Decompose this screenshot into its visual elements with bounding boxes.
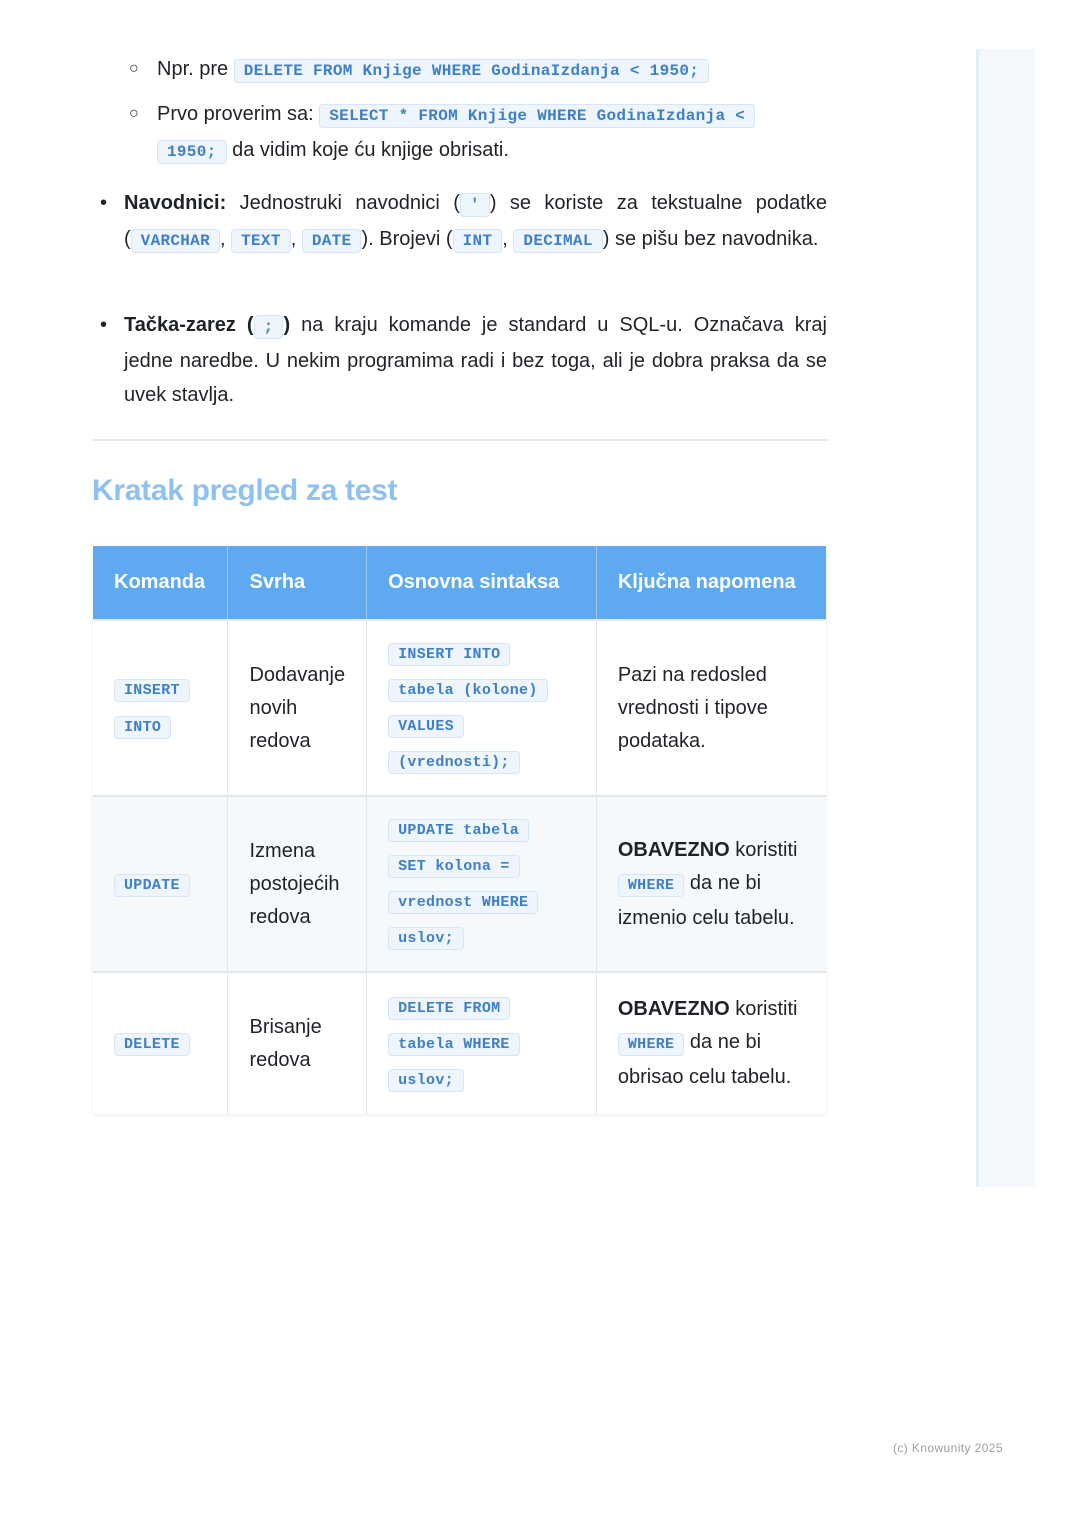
syntax-code: (vrednosti);: [388, 751, 520, 774]
command-cell: [93, 620, 228, 796]
column-header: Ključna napomena: [596, 546, 826, 620]
purpose-cell: Brisanje redova: [228, 972, 367, 1114]
syntax-code: SET kolona =: [388, 855, 520, 878]
syntax-cell: [367, 796, 597, 972]
inline-code: ;: [254, 315, 284, 339]
bullet-label: Tačka-zarez (: [124, 314, 254, 336]
inline-code: VARCHAR: [131, 229, 220, 253]
hollow-bullet-icon: ○: [129, 105, 139, 122]
syntax-code: tabela (kolone): [388, 679, 548, 702]
note-cell: Pazi na redosled vrednosti i tipove podataka.: [596, 620, 826, 796]
syntax-code: vrednost WHERE: [388, 891, 538, 914]
summary-table: [93, 546, 826, 1114]
table-row: [93, 796, 826, 972]
syntax-code: DELETE FROM: [388, 997, 510, 1020]
section-heading: Kratak pregled za test: [92, 474, 398, 507]
list-item: • Tačka-zarez ( ; ) na kraju komande je standard u SQL-u. Označava kraj jedne naredbe. U nekim programima radi i bez toga, ali je dobra praksa da se uvek stavlja.: [92, 308, 827, 412]
list-text: Prvo proverim sa:: [157, 103, 314, 125]
note-cell: OBAVEZNO koristiti WHERE da ne bi obrisao celu tabelu.: [596, 972, 826, 1114]
bullet-icon: •: [100, 192, 108, 214]
syntax-code: uslov;: [388, 927, 464, 950]
table-header-row: [93, 546, 826, 620]
note-code: WHERE: [618, 1033, 685, 1056]
syntax-code: INSERT INTO: [388, 643, 510, 666]
note-emphasis: OBAVEZNO: [617, 998, 730, 1020]
bullet-label: Navodnici:: [124, 192, 227, 214]
inline-code: INT: [453, 229, 503, 253]
inline-code: DECIMAL: [513, 229, 602, 253]
inline-code: ': [460, 193, 490, 217]
syntax-code: UPDATE tabela: [388, 819, 529, 842]
note-code: WHERE: [618, 874, 685, 897]
inline-code: DATE: [302, 229, 362, 253]
table-row: [93, 620, 826, 796]
command-code: DELETE: [114, 1033, 190, 1056]
inline-code: SELECT * FROM Knjige WHERE GodinaIzdanja <: [319, 104, 755, 128]
syntax-code: tabela WHERE: [388, 1033, 520, 1056]
side-panel: [976, 49, 1035, 1187]
note-emphasis: OBAVEZNO: [617, 838, 730, 861]
note-cell: OBAVEZNO koristiti WHERE da ne bi izmenio celu tabelu.: [596, 796, 826, 972]
column-header: Osnovna sintaksa: [367, 546, 597, 620]
section-divider: [92, 439, 827, 441]
command-cell: [93, 796, 228, 972]
list-item: [92, 52, 827, 88]
inline-code: 1950;: [157, 140, 227, 164]
list-item: • Navodnici: Jednostruki navodnici ( ' ) se koriste za tekstualne podatke ( VARCHAR , TEXT , DATE ). Brojevi ( INT , DECIMAL ) se pišu bez navodnika.: [92, 186, 827, 258]
list-text: Npr. pre: [157, 58, 229, 80]
list-text: da vidim koje ću knjige obrisati.: [232, 139, 509, 161]
copyright-footer: (c) Knowunity 2025: [893, 1441, 1003, 1455]
purpose-cell: Izmena postojećih redova: [228, 796, 367, 972]
command-code: INTO: [114, 716, 171, 739]
command-cell: [93, 972, 228, 1114]
table-row: [93, 972, 826, 1114]
command-code: INSERT: [114, 679, 190, 702]
list-item: [92, 97, 827, 169]
command-code: UPDATE: [114, 874, 190, 897]
inline-code: DELETE FROM Knjige WHERE GodinaIzdanja < 1950;: [234, 59, 709, 83]
bullet-icon: •: [100, 314, 108, 336]
syntax-cell: [367, 620, 597, 796]
syntax-code: uslov;: [388, 1069, 464, 1092]
syntax-code: VALUES: [388, 715, 464, 738]
column-header: Komanda: [93, 546, 228, 620]
inline-code: TEXT: [231, 229, 291, 253]
column-header: Svrha: [228, 546, 367, 620]
purpose-cell: Dodavanje novih redova: [228, 620, 367, 796]
syntax-cell: [367, 972, 597, 1114]
hollow-bullet-icon: ○: [129, 60, 139, 77]
